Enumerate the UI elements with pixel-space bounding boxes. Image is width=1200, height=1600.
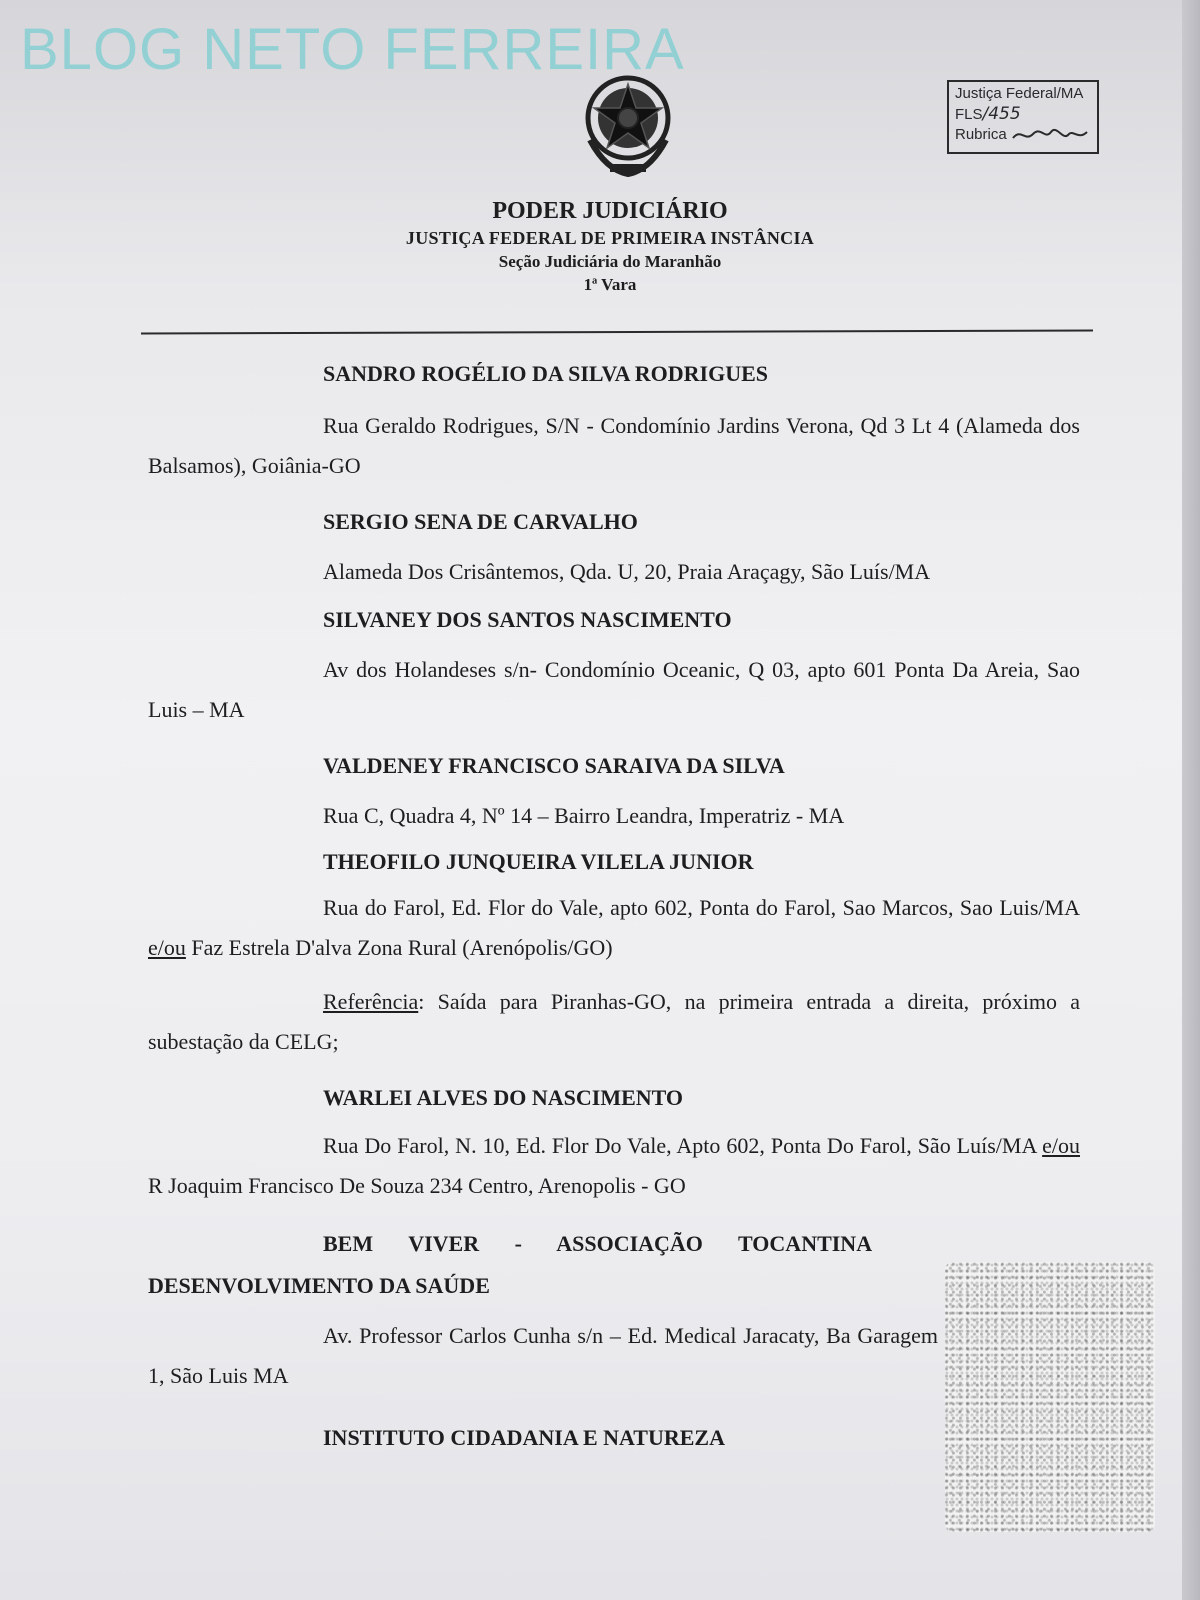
entry-address: Av dos Holandeses s/n- Condomínio Oceanic, Q 03, apto 601 Ponta Da Areia, Sao Luis – MA [148, 657, 1080, 722]
header-division: 1ª Vara [583, 275, 637, 294]
entry-name: WARLEI ALVES DO NASCIMENTO [323, 1085, 684, 1110]
address-primary: Rua Do Farol, N. 10, Ed. Flor Do Vale, Apto 602, Ponta Do Farol, São Luís/MA [323, 1133, 1043, 1158]
reference-label: Referência [323, 989, 419, 1014]
address-primary: Rua do Farol, Ed. Flor do Vale, apto 602, Ponta do Farol, Sao Marcos, Sao Luis/MA [323, 895, 1080, 920]
stamp-pages-label: FLS [955, 106, 983, 123]
header-court: JUSTIÇA FEDERAL DE PRIMEIRA INSTÂNCIA [405, 228, 815, 248]
entry-name: VALDENEY FRANCISCO SARAIVA DA SILVA [323, 753, 785, 778]
entry-address [148, 1126, 1080, 1206]
entry-address: Alameda Dos Crisântemos, Qda. U, 20, Praia Araçagy, São Luís/MA [323, 559, 931, 584]
entry-address [148, 888, 1080, 968]
reference-text: : Saída para Piranhas-GO, na primeira entrada a direita, próximo a subestação da CELG; [148, 989, 1080, 1054]
entry-name: THEOFILO JUNQUEIRA VILELA JUNIOR [323, 849, 754, 874]
handwritten-signature-icon [1011, 126, 1091, 144]
entry-name: SILVANEY DOS SANTOS NASCIMENTO [323, 607, 732, 632]
document-header [300, 196, 920, 296]
stamp-page-number: /455 [982, 104, 1021, 124]
brazil-coat-of-arms-icon [576, 70, 680, 180]
entry-address: Rua Geraldo Rodrigues, S/N - Condomínio Jardins Verona, Qd 3 Lt 4 (Alameda dos Balsamos), Goiânia-GO [148, 413, 1080, 478]
blog-watermark: BLOG NETO FERREIRA [20, 17, 685, 82]
header-branch: PODER JUDICIÁRIO [492, 198, 728, 224]
address-or-connector: e/ou [1042, 1133, 1080, 1158]
address-or-connector: e/ou [148, 935, 186, 960]
page-edge-shadow [1182, 0, 1200, 1600]
header-divider [141, 330, 1093, 335]
entry-address: Av. Professor Carlos Cunha s/n – Ed. Medical Jaracaty, Ba Garagem 1, São Luis MA [148, 1323, 938, 1388]
stamp-signature-line [955, 125, 1091, 145]
entry-address: Rua C, Quadra 4, Nº 14 – Bairro Leandra, Imperatriz - MA [323, 803, 845, 828]
defendants-list [148, 360, 1080, 1452]
entry-name-line2: DESENVOLVIMENTO DA SAÚDE [148, 1273, 490, 1298]
header-section: Seção Judiciária do Maranhão [498, 252, 722, 271]
entry-reference [148, 982, 1080, 1062]
address-secondary: R Joaquim Francisco De Souza 234 Centro, Arenopolis - GO [148, 1173, 686, 1198]
stamp-court-line: Justiça Federal/MA [955, 85, 1084, 102]
entry-name: SANDRO ROGÉLIO DA SILVA RODRIGUES [323, 361, 769, 386]
stamp-page-line [955, 104, 1091, 125]
entry-name: SERGIO SENA DE CARVALHO [323, 509, 638, 534]
court-page-stamp [947, 80, 1099, 154]
entry-name-line1: BEM VIVER - ASSOCIAÇÃO TOCANTINA [323, 1231, 873, 1256]
entry-name: INSTITUTO CIDADANIA E NATUREZA [323, 1425, 725, 1450]
address-secondary: Faz Estrela D'alva Zona Rural (Arenópolis/GO) [185, 935, 613, 960]
stamp-rubric-label: Rubrica [955, 126, 1007, 143]
